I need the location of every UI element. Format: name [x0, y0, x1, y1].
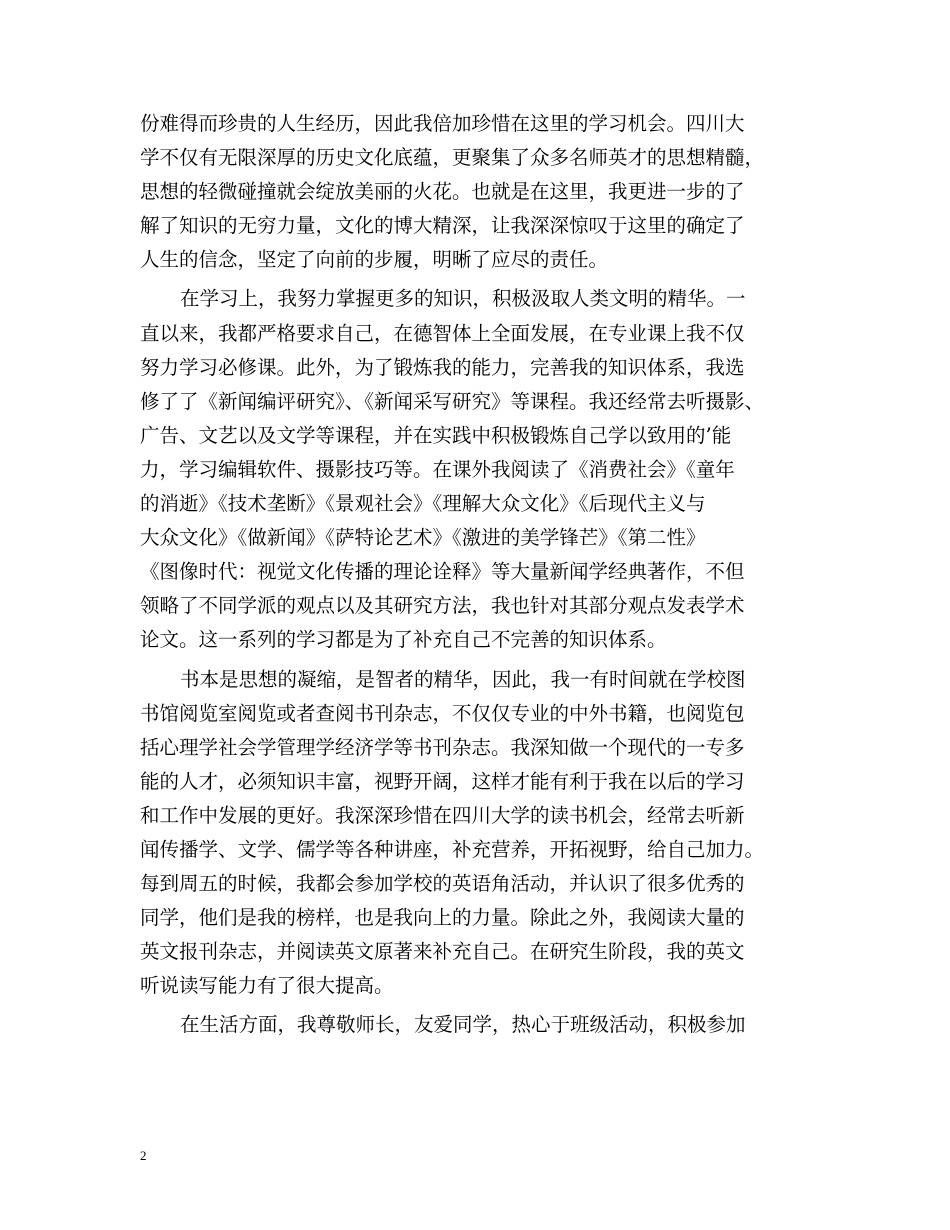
text-line: 解了知识的无穷力量，文化的博大精深，让我深深惊叹于这里的确定了 [140, 214, 745, 238]
paragraph-4 [140, 1008, 830, 1042]
text-line: 和工作中发展的更好。我深深珍惜在四川大学的读书机会，经常去听新 [140, 803, 745, 827]
page-number: 2 [140, 1148, 147, 1163]
text-line: 听说读写能力有了很大提高。 [140, 974, 394, 998]
text-line: 修了了《新闻编评研究》、《新闻采写研究》等课程。我还经常去听摄影、 [140, 389, 765, 413]
text-line: 闻传播学、文学、儒学等各种讲座，补充营养，开拓视野，给自己加力。 [140, 837, 765, 861]
text-line: 学不仅有无限深厚的历史文化底蕴，更聚集了众多名师英才的思想精髓， [140, 146, 765, 170]
paragraph-1 [140, 107, 830, 277]
text-line: 努力学习必修课。此外，为了锻炼我的能力，完善我的知识体系，我选 [140, 355, 745, 379]
text-line: 能的人才，必须知识丰富，视野开阔，这样才能有利于我在以后的学习 [140, 769, 745, 793]
text-line: 《图像时代：视觉文化传播的理论诠释》等大量新闻学经典著作，不但 [140, 560, 745, 584]
text-line: 份难得而珍贵的人生经历，因此我倍加珍惜在这里的学习机会。四川大 [140, 112, 745, 135]
text-line: 括心理学社会学管理学经济学等书刊杂志。我深知做一个现代的一专多 [140, 735, 745, 759]
text-line: 力，学习编辑软件、摄影技巧等。在课外我阅读了《消费社会》《童年 [140, 457, 735, 481]
paragraph-3 [140, 663, 830, 1004]
text-line: 人生的信念，坚定了向前的步履，明晰了应尽的责任。 [140, 248, 609, 272]
text-line: 的消逝》《技术垄断》《景观社会》《理解大众文化》《后现代主义与 [140, 492, 706, 516]
text-line: 论文。这一系列的学习都是为了补充自己不完善的知识体系。 [140, 628, 667, 652]
text-line: 大众文化》《做新闻》《萨特论艺术》《激进的美学锋芒》《第二性》 [140, 526, 706, 550]
text-line: 同学，他们是我的榜样，也是我向上的力量。除此之外，我阅读大量的 [140, 906, 745, 930]
text-line: 领略了不同学派的观点以及其研究方法，我也针对其部分观点发表学术 [140, 594, 745, 618]
text-line: 书馆阅览室阅览或者查阅书刊杂志，不仅仅专业的中外书籍，也阅览包 [140, 701, 745, 725]
text-line: 每到周五的时候，我都会参加学校的英语角活动，并认识了很多优秀的 [140, 872, 745, 896]
text-line: 在生活方面，我尊敬师长，友爱同学，热心于班级活动，积极参加 [180, 1013, 746, 1037]
paragraph-2 [140, 282, 830, 657]
text-line: 英文报刊杂志，并阅读英文原著来补充自己。在研究生阶段，我的英文 [140, 940, 745, 964]
text-line: 思想的轻微碰撞就会绽放美丽的火花。也就是在这里，我更进一步的了 [140, 180, 745, 204]
text-line: 直以来，我都严格要求自己，在德智体上全面发展，在专业课上我不仅 [140, 321, 745, 345]
document-body [140, 107, 830, 1043]
text-line: 书本是思想的凝缩，是智者的精华，因此，我一有时间就在学校图 [180, 667, 746, 691]
text-line: 在学习上，我努力掌握更多的知识，积极汲取人类文明的精华。一 [180, 287, 746, 311]
text-line: 广告、文艺以及文学等课程，并在实践中积极锻炼自己学以致用的’能 [140, 423, 732, 447]
